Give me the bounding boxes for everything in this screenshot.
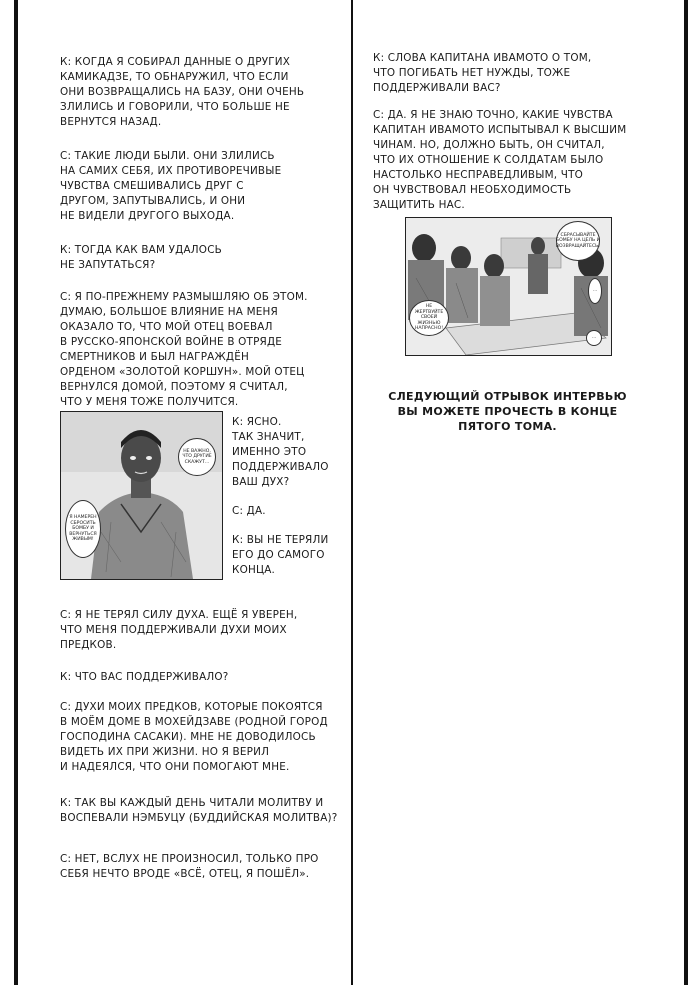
left-para-2: С: ТАКИЕ ЛЮДИ БЫЛИ. ОНИ ЗЛИЛИСЬ НА САМИХ СЕБЯ, ИХ ПРОТИВОРЕЧИВЫЕ ЧУВСТВА СМЕШИВАЛИСЬ ДРУГ С ДРУГОМ, ЗАПУТЫВАЛИСЬ, И ОНИ НЕ ВИДЕЛИ ДРУГОГО ВЫХОДА. [60,150,282,222]
panel-bubble-5: … [588,278,602,304]
panel-bubble-6: … [586,330,602,346]
left-lower-para-3: С: ДУХИ МОИХ ПРЕДКОВ, КОТОРЫЕ ПОКОЯТСЯ В МОЁМ ДОМЕ В МОХЕЙДЗАВЕ (РОДНОЙ ГОРОД ГОСПОДИНА САСАКИ). МНЕ НЕ ДОВОДИЛОСЬ ВИДЕТЬ ИХ ПРИ ЖИЗНИ. НО Я ВЕРИЛ И НАДЕЯЛСЯ, ЧТО ОНИ ПОМОГАЮТ МНЕ. [60,701,328,773]
right-para-1: К: СЛОВА КАПИТАНА ИВАМОТО О ТОМ, ЧТО ПОГИБАТЬ НЕТ НУЖДЫ, ТОЖЕ ПОДДЕРЖИВАЛИ ВАС? [373,52,592,94]
left-para-3: К: ТОГДА КАК ВАМ УДАЛОСЬ НЕ ЗАПУТАТЬСЯ? [60,244,222,271]
left-border-rule [14,0,18,985]
left-lower-para-1: С: Я НЕ ТЕРЯЛ СИЛУ ДУХА. ЕЩЁ Я УВЕРЕН, ЧТО МЕНЯ ПОДДЕРЖИВАЛИ ДУХИ МОИХ ПРЕДКОВ. [60,609,298,651]
left-lower-para-5: С: НЕТ, ВСЛУХ НЕ ПРОИЗНОСИЛ, ТОЛЬКО ПРО СЕБЯ НЕЧТО ВРОДЕ «ВСЁ, ОТЕЦ, Я ПОШЁЛ». [60,853,319,880]
right-border-rule [684,0,688,985]
beside-panel-para-2: С: ДА. [232,505,266,517]
briefing-room-panel [405,217,612,356]
panel-bubble-4: НЕ ЖЕРТВУЙТЕ СВОЕЙ ЖИЗНЬЮ НАПРАСНО! [409,300,449,336]
center-divider-rule [351,0,353,985]
right-para-2: С: ДА. Я НЕ ЗНАЮ ТОЧНО, КАКИЕ ЧУВСТВА КАПИТАН ИВАМОТО ИСПЫТЫВАЛ К ВЫСШИМ ЧИНАМ. НО, ДОЛЖНО БЫТЬ, ОН СЧИТАЛ, ЧТО ИХ ОТНОШЕНИЕ К СОЛДАТАМ БЫЛО НАСТОЛЬКО НЕСПРАВЕДЛИВЫМ, ЧТО ОН ЧУВСТВОВАЛ НЕОБХОДИМОСТЬ ЗАЩИТИТЬ НАС. [373,109,627,211]
panel-bubble-2: Я НАМЕРЕН СБРОСИТЬ БОМБУ И ВЕРНУТЬСЯ ЖИВЫМ! [65,500,101,558]
soldier-portrait-panel [60,411,223,580]
beside-panel-para-1: К: ЯСНО. ТАК ЗНАЧИТ, ИМЕННО ЭТО ПОДДЕРЖИВАЛО ВАШ ДУХ? [232,416,329,488]
left-para-1: К: КОГДА Я СОБИРАЛ ДАННЫЕ О ДРУГИХ КАМИКАДЗЕ, ТО ОБНАРУЖИЛ, ЧТО ЕСЛИ ОНИ ВОЗВРАЩАЛИСЬ НА БАЗУ, ОНИ ОЧЕНЬ ЗЛИЛИСЬ И ГОВОРИЛИ, ЧТО БОЛЬШЕ НЕ ВЕРНУТСЯ НАЗАД. [60,56,305,128]
panel-bubble-1: НЕ ВАЖНО, ЧТО ДРУГИЕ СКАЖУТ… [178,438,216,476]
left-lower-para-2: К: ЧТО ВАС ПОДДЕРЖИВАЛО? [60,671,229,683]
left-para-4: С: Я ПО-ПРЕЖНЕМУ РАЗМЫШЛЯЮ ОБ ЭТОМ. ДУМАЮ, БОЛЬШОЕ ВЛИЯНИЕ НА МЕНЯ ОКАЗАЛО ТО, ЧТО МОЙ ОТЕЦ ВОЕВАЛ В РУССКО-ЯПОНСКОЙ ВОЙНЕ В ОТРЯДЕ СМЕРТНИКОВ И БЫЛ НАГРАЖДЁН ОРДЕНОМ «ЗОЛОТОЙ КОРШУН». МОЙ ОТЕЦ ВЕРНУЛСЯ ДОМОЙ, ПОЭТОМУ Я СЧИТАЛ, ЧТО У МЕНЯ ТОЖЕ ПОЛУЧИТСЯ. [60,291,308,408]
beside-panel-para-3: К: ВЫ НЕ ТЕРЯЛИ ЕГО ДО САМОГО КОНЦА. [232,534,329,576]
left-lower-para-4: К: ТАК ВЫ КАЖДЫЙ ДЕНЬ ЧИТАЛИ МОЛИТВУ И ВОСПЕВАЛИ НЭМБУЦУ (БУДДИЙСКАЯ МОЛИТВА)? [60,797,338,824]
panel-bubble-3: СБРАСЫВАЙТЕ БОМБУ НА ЦЕЛЬ И ВОЗВРАЩАЙТЕСЬ! [556,221,600,261]
next-part-announcement: СЛЕДУЮЩИЙ ОТРЫВОК ИНТЕРВЬЮ ВЫ МОЖЕТЕ ПРОЧЕСТЬ В КОНЦЕ ПЯТОГО ТОМА. [388,390,627,433]
